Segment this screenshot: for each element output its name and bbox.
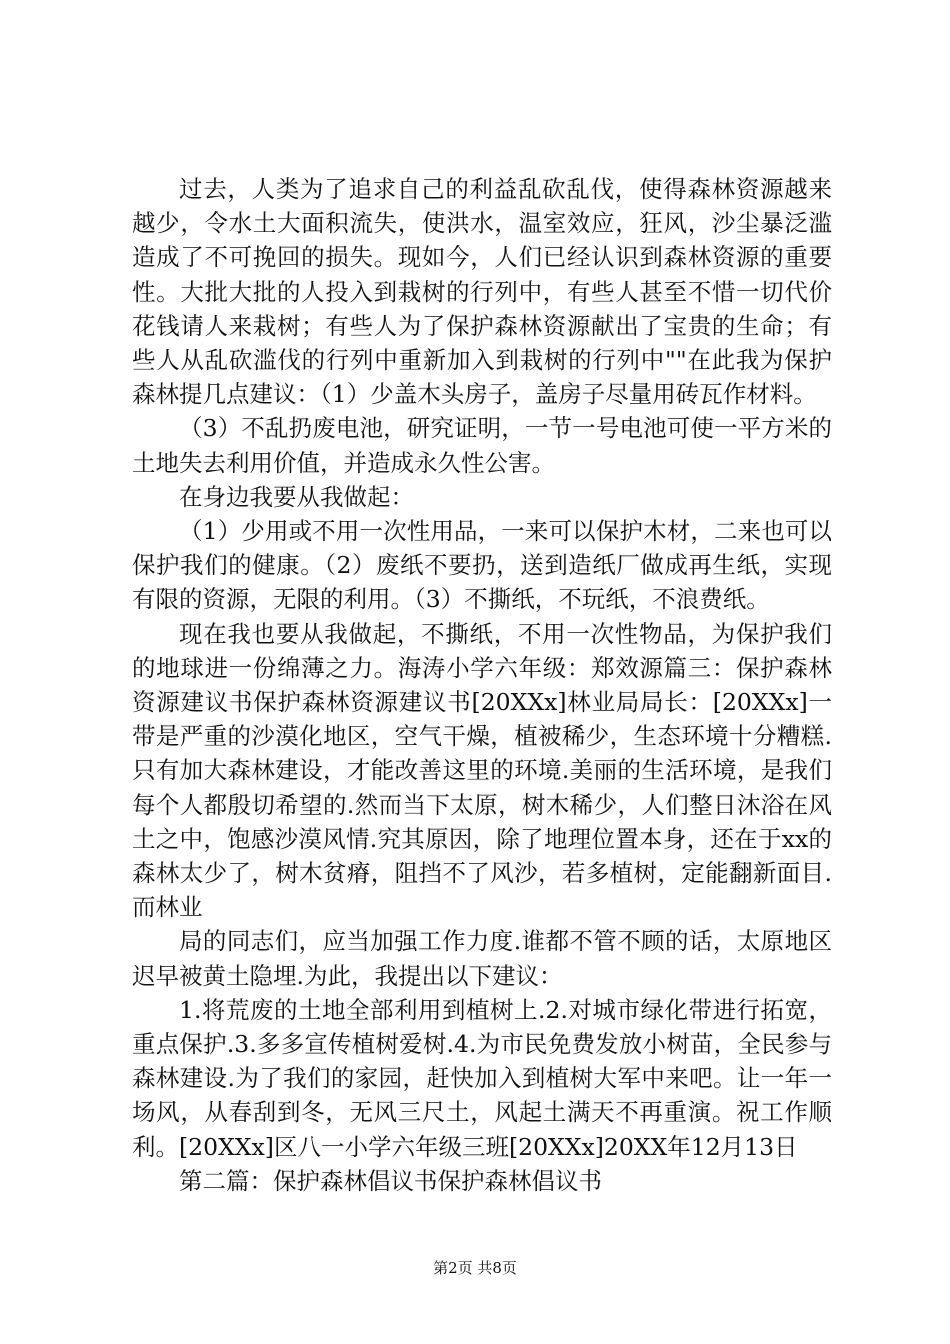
paragraph: 第二篇：保护森林倡议书保护森林倡议书 (179, 1166, 602, 1195)
paragraph: 1.将荒废的土地全部利用到植树上.2.对城市绿化带进行拓宽，重点保护.3.多多宣传植树爱树.4.为市民免费发放小树苗，全民参与森林建设.为了我们的家园，赶快加入到植树大军中来吧。让一年一场风，从春刮到冬，无风三尺土，风起土满天不再重演。祝工作顺利。[20XXx]区八一小学六年级三班[20XXx]20XX年12月13日 (132, 995, 832, 1161)
paragraph: 过去，人类为了追求自己的利益乱砍乱伐，使得森林资源越来越少，令水土大面积流失，使洪水，温室效应，狂风，沙尘暴泛滥造成了不可挽回的损失。现如今，人们已经认识到森林资源的重要性。大批大批的人投入到栽树的行列中，有些人甚至不惜一切代价花钱请人来栽树；有些人为了保护森林资源献出了宝贵的生命；有些人从乱砍滥伐的行列中重新加入到栽树的行列中""在此我为保护森林提几点建议：（1）少盖木头房子，盖房子尽量用砖瓦作材料。 (132, 175, 832, 409)
paragraph: （1）少用或不用一次性用品，一来可以保护木材，二来也可以保护我们的健康。（2）废纸不要扔，送到造纸厂做成再生纸，实现有限的资源，无限的利用。（3）不撕纸，不玩纸，不浪费纸。 (132, 517, 832, 614)
paragraph: 现在我也要从我做起，不撕纸，不用一次性物品，为保护我们的地球进一份绵薄之力。海涛小学六年级：郑效源篇三：保护森林资源建议书保护森林资源建议书[20XXx]林业局局长：[20XXx]一带是严重的沙漠化地区，空气干燥，植被稀少，生态环境十分糟糕.只有加大森林建设，才能改善这里的环境.美丽的生活环境，是我们每个人都殷切希望的.然而当下太原，树木稀少，人们整日沐浴在风土之中，饱感沙漠风情.究其原因，除了地理位置本身，还在于xx的森林太少了，树木贫瘠，阻挡不了风沙，若多植树，定能翻新面目.而林业 (132, 619, 832, 922)
paragraph: 在身边我要从我做起： (179, 482, 414, 511)
page-number-footer: 第2页 共8页 (433, 1259, 517, 1277)
paragraph: （3）不乱扔废电池，研究证明，一节一号电池可使一平方米的土地失去利用价值，并造成永久性公害。 (132, 414, 832, 477)
paragraph: 局的同志们，应当加强工作力度.谁都不管不顾的话，太原地区迟早被黄土隐埋.为此，我提出以下建议： (132, 927, 832, 990)
document-body (132, 172, 832, 1198)
